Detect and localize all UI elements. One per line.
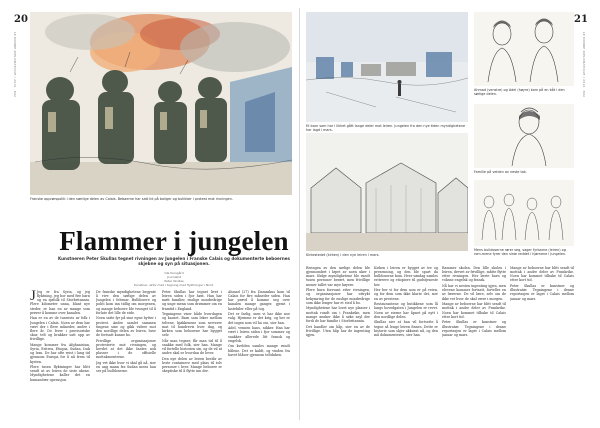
article-paragraph: Frivillige organisasjoner protesterte mot rivningen, og hevdet at det ikke fantes nok plasser i de offisielle mottakssentrene. <box>96 338 156 360</box>
camp-illustration-caption: Et barn som har i likhet gått lange deler mot leiren. Jungelen fra den nye tiden myndighetene har lagd i mars. <box>306 124 466 133</box>
article-paragraph: Nå har vi nesten ingenting igjen, men elevene kommer fortsatt, forteller en av lærerne. De vil lære, selv om de ikke vet hvor de skal være i morgen. <box>442 284 506 301</box>
camp-illustration <box>306 12 468 122</box>
article-deck: Kunstneren Peter Skullas tegnet rivningen av Jungelen i Franske Calais og dokumenterte beboernes skjebne og syn på situasjonen. <box>58 256 290 266</box>
article-paragraph: Rivingen av den sørlige delen ble gjennomført i løpet av noen uker i mars. Ifølge myndighetene ble rundt tusen personer berørt, men frivillige mener tallet var mye høyere. <box>306 266 370 287</box>
byline-credit-role: Kunstner, aktiv med i tegning med flyktninger i Nord. <box>133 283 215 287</box>
drop-cap: J <box>30 290 36 304</box>
article-column-3 <box>162 290 222 420</box>
page-gutter <box>299 8 300 420</box>
portraits-drawing <box>474 12 574 86</box>
portraits-caption-2: Familie på veiden av neste tak. <box>474 170 527 174</box>
article-paragraph: Jeg vet ikke hvor vi skal gå nå, sier en ung mann fra Sudan mens han ser på bulldoserne. <box>96 361 156 374</box>
article-paragraph: Restaurantene og butikkene som lå langs hovedgaten i Jungelen er revet. Noen av eierne har åpnet på nytt i den nordlige delen. <box>374 302 438 319</box>
family-drawing <box>474 104 574 168</box>
article-column-1 <box>30 290 90 420</box>
police-riot-drawing <box>30 12 292 195</box>
article-paragraph: Når man tegner, får man tid til å snakke med folk, sier han. Mange vil fortelle historien sin, og de vil at andre skal se hvordan de lever. <box>162 338 222 356</box>
article-paragraph: Om kvelden samles mange rundt bålene. Det er kaldt, og vinden fra havet blåser gjennom teltduken. <box>228 344 290 357</box>
article-paragraph: Rammer skolen. Den lille skolen i leiren, drevet av frivillige, måtte flytte etter rivningen. Her lærte barn og voksne engelsk og fransk. <box>442 266 506 283</box>
article-column-8 <box>510 266 574 420</box>
article-paragraph: Skullas sier at han vil fortsette å tegne så lenge leiren finnes. Dette er historie som skjer akkurat nå, og den må dokumenteres, sier han. <box>374 320 438 337</box>
family-illustration <box>474 104 574 168</box>
article-column-4 <box>228 290 290 420</box>
crowd-illustration <box>474 180 574 246</box>
portraits-caption-1: Ahmad (venstre) og Adel (høyre) kom på en båt i den sørlige delen. <box>474 88 565 97</box>
crowd-drawing <box>474 180 574 246</box>
article-paragraph: J Jeg er fra Syria, og jeg flyktning, jeg bor med fire barn og en sjøfolk til Storbritannia. Flere kilometer unna, blant nye steder, er han en av mange som prøver å komme over kanalen. <box>30 290 90 315</box>
article-paragraph: Det er farlig, men vi har ikke noe valg. Hjemme er det krig, og her er det ingen som vil ha oss, sier han. <box>228 312 290 325</box>
police-riot-illustration <box>30 12 292 195</box>
article-paragraph: Peter Skullas er kunstner og illustratør. Tegningene i denne reportasjen er laget i Calais mellom januar og mars. <box>510 284 574 301</box>
byline-name: Ole Korsgård <box>164 271 184 275</box>
portraits-illustration <box>474 12 574 86</box>
article-paragraph: Ahmad (27) fra Damaskus kom til Calais for fire måneder siden. Han har prøvd å komme seg over kanalen mange ganger, gjemt i lastebiler eller på tog. <box>228 290 290 311</box>
right-side-header: LE MONDE DIPLOMATIQUE / 2016 · MAI <box>582 32 586 98</box>
article-column-5 <box>306 266 370 420</box>
left-side-header: LE MONDE DIPLOMATIQUE / 2016 · MAI <box>13 32 17 98</box>
article-paragraph: Myndighetene har lovet nye plasser i mottak rundt om i Frankrike, men mange ønsker ikke å søke asyl der fordi de har familie i Storbritannia. <box>306 306 370 323</box>
article-paragraph: Tegningene viser både hverdagen og kaoset. Barn som leker mellom teltene, kjøkkenene som serverer mat til hundrevis hver dag, og kirken som beboerne har bygget selv. <box>162 312 222 338</box>
article-column-6 <box>374 266 438 420</box>
article-paragraph: Noen satte fyr på sine egne hytter i protest. Andre samlet sammen tingene sine og gikk videre mot den nordlige delen av leiren, hvor de fortsatt kunne bo. <box>96 316 156 338</box>
article-paragraph: Den nye delen av leiren består av hvite containere med plass til tolv personer i hver. Mange beboere er skeptiske til å flytte inn der. <box>162 356 222 374</box>
article-paragraph: Kirken i leiren er bygget av tre og presenning, og den ble spart da bulldoserne kom. Hver søndag samles eritreere og etiopiere til gudstjeneste her. <box>374 266 438 287</box>
article-paragraph: Mange av beboerne har blitt sendt til mottak i andre deler av Frankrike. Noen har kommet tilbake til Calais etter kort tid. <box>442 302 506 319</box>
article-paragraph: Det handler om håp, sier en av de frivillige. Uten håp har de ingenting igjen. <box>306 324 370 337</box>
article-paragraph: Mange kommer fra Afghanistan, Syria, Eritrea, Etiopia, Sudan, Irak og Iran. De har ofte reist i lang tid gjennom Europa for å nå frem til kysten. <box>30 342 90 364</box>
article-paragraph: Flere tusen flyktninger har blitt sendt ut av leiren de siste ukene. Myndighetene kaller det en humanitær operasjon. <box>30 365 90 382</box>
article-column-7 <box>442 266 506 420</box>
camp-drawing <box>306 12 468 122</box>
article-paragraph: De franske myndighetene begynte å rive den sørlige delen av Jungelen i februar. Bulldosere og politi kom inn tidlig om morgenen, og mange beboere ble tvunget til å forlate det lille de eide. <box>96 290 156 315</box>
article-paragraph: Peter Skullas er kunstner og illustratør. Tegningene i denne reportasjen er laget i Calais mellom januar og mars. <box>442 320 506 337</box>
article-column-2 <box>96 290 156 420</box>
article-paragraph: Han er en av de tusenvis av folk i Jungelen i Calais. Noen av dem har vært der i flere måneder, andre i flere år. De lever i provisoriske skur, telt og brakker satt opp av frivillige. <box>30 316 90 342</box>
byline-role: Journalist <box>167 275 181 279</box>
shelters-illustration-caption: Kirkestedet (kirken) i den nye leiren i mars. <box>306 253 380 257</box>
article-paragraph: Peter Skullas har tegnet livet i leiren siden i fjor høst. Han har møtt familier, enslige mindreårige og unge menn som drømmer om en framtid i England. <box>162 290 222 311</box>
right-page-number: 21 <box>574 14 588 25</box>
article-paragraph: Flere barn forsvant etter rivningen, og organisasjoner har uttrykt bekymring for de enslige mindreårige som ikke lenger har et sted å bo. <box>306 288 370 305</box>
article-paragraph: Adel, vennen hans, nikker. Han har vært i leiren siden i fjor sommer og snakker allerede litt fransk og engelsk. <box>228 326 290 343</box>
article-paragraph: Mange av beboerne har blitt sendt til mottak i andre deler av Frankrike. Noen har kommet tilbake til Calais etter kort tid. <box>510 266 574 283</box>
crowd-illustration-caption: Mens bulldoserne rører seg, sager fyrbarne (leiren) og rom-mene fyrer den siste reddet i hjørnene i Jungelen. <box>474 248 567 257</box>
left-page-number: 20 <box>14 14 28 25</box>
byline-credit: Peter Skullas <box>164 279 184 283</box>
shelters-illustration <box>306 133 468 251</box>
article-paragraph: Her ber vi for dem som er på veien, og for dem som ikke klarte det, sier en av prestene. <box>374 288 438 301</box>
article-byline <box>56 271 292 287</box>
police-illustration-caption: Franske opprørspoliti i den særlige delen av Calais. Bebaerne har satt ild på boliger og butikker i protest mot rivningen. <box>30 197 233 201</box>
article-headline: Flammer i jungelen <box>59 226 289 256</box>
shelters-drawing <box>306 133 468 251</box>
